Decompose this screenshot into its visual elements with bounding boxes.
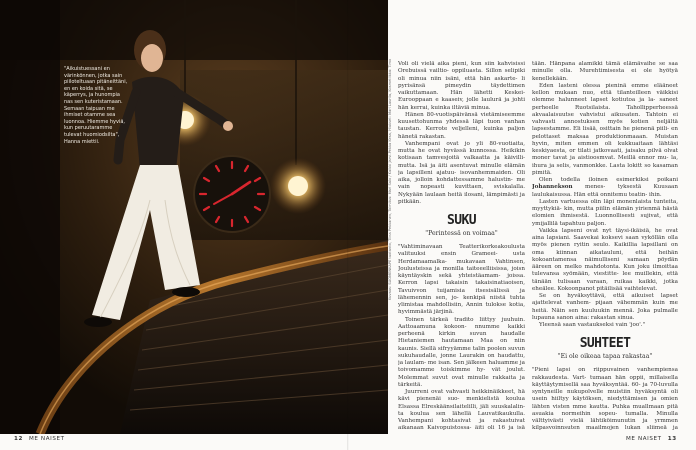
text-run: menes- tyksestä Kuusaan laulukaisussa. Hän että onnitemu teatin- ihin.	[532, 184, 678, 198]
footer-right	[626, 436, 677, 442]
page-number-left: 12	[14, 436, 23, 442]
highlighted-name: Johannekson	[532, 184, 573, 191]
photo-caption: "Aikuistuessani en värinkönnen, jotka sain piiloteltuaan pitäneittäni, en en koida sitä, se käperrys, ja hunompia nas sen kuteristamaan. Semaan taipuan me ihmiset otamme sea luonnoa. Hiemme hyviä, kun peruutaramme tulevat huomiodsilta", Hanna miettii.	[64, 66, 128, 145]
paragraph: "Vahtiminavaan Teatterikorkeakoulusta valituuksi ensin Grameei- usta Herdamaamalka- mukavaan Vahtinsen, Joulusteissa ja monilla taiteeelliisissa, joisn käyntäyskin sekä yhteistäamam- joissa. Kerron lapsi takaisin takaisinatiaoisen, Tavuivvon tuijamisia itsesisälissä ja lähemennin sen, jo- kenkipä niistä tuhta ylimistaa mahdollisiin, Annin tulokse kotia, hyvimmästä järjinä.	[398, 244, 525, 316]
paragraph: Se on hyväksyttävä, että aikuiset lapset ajattelevat vanhem- pijaan vähemmän kuin me heitä. Näin sen kuuluukin mennä. Joka pulmalle lupauna sanon aina: rakastan sinua.	[532, 293, 678, 321]
magazine-name-right: ME NAISET	[626, 436, 662, 442]
paragraph: Hänen 80-vuotispäivänsä vietämiseemme kuusettohunma yhdessä läpi tuon vanhan taustan. Kerrote veljelleni, kuinka paljon hänetä rakastan.	[398, 111, 525, 140]
paragraph: tään. Hänpana alamikki tämä elämävaihe se saa minulle olla. Murehtimisesta ei ole hyötyä kenellekään.	[532, 61, 678, 82]
magazine-name-left: ME NAISET	[28, 436, 65, 442]
page-fold	[347, 0, 349, 450]
paragraph: Lasten vartuessa olin läpi monenlaista tunteita, myyttykiä- kin, mutta piilin elämän yirienmä hästä elomien ihmisestä. Luonnollisesti sujivat, että ymijallilä tapahtuu paljon.	[532, 198, 678, 227]
section-subheading-suhteet: "Ei ole oikeaa tapaa rakastaa"	[557, 353, 653, 361]
footer-left	[14, 436, 65, 442]
paragraph	[532, 177, 678, 199]
paragraph: Voli oli vielä aika pieni, kun siin kahvisissi Orebuissä vailtio- oppiluasta. Sillon selipiki oli minua niin isäni, että hän askarte- li pyrisänsä pimeydin täydettimen vaikuttamaan. Hän lähetti Keskei-Eurooppaan e kaaseiv, jolle laulurä ja johti hän kerrai, kuinka iltäviä minua.	[398, 61, 525, 111]
photo-credit: Kuvaus: SUOMENKAPE tuotanto, Tiina Pekkanen, Toimitus: Mari Salo / Kaikki Jarvi-Pekka Kesa, Hiukset: Mari Laurila, Kosmetiikka: Timo	[388, 58, 392, 300]
text-run: Olen todella iloinen esimerkiksi poikani	[539, 177, 678, 183]
section-heading-suku: SUKU	[447, 213, 476, 228]
paragraph: Vaikka lapseni ovat nyt täysi-ikäisiä, he ovat aina lapsiani. Saavekai koksevi saan vyköllän olla myös pienen ryitin seulo. Kaikillia lapsillani on oma kiinnan aikatauluni, että heihän kokoantamensa näimulliseni samaan pöydän ääreen on melko mahdotonta. Kun joku ilmoittaa tulevansa syömään, viestitte- lee muillekin, että tänään tulisaan varaan, ruikaa kaikki, jotka eheälee. Kokoonpanot pitäilisää vaihtelevat.	[532, 227, 678, 292]
paragraph: Toinen tärkeä tradito liittyy juuhuin. Aattoaamuna kokoon- nnumme kaikki perheenä kirkin suvun haudalle Hietaniemen hautamaan Maa on niin kaunis. Siellä sifryyämme talin poolen suvun sukuhaudalle, jonne Laurakin on haudattu, ja laulam- me isan. Sen jälkeen haluamme ja toivomamme toiskimme hy- vät joulut. Molemmat suvut ovat minulle rakkaita ja tärkeitä.	[398, 316, 525, 388]
paragraph: Eden lasteni olessa pieninä emme elääneet kellon mukaan nuo, että tilanteilleen väikkisi olemme halunneet lapset kotiutoa ja la- saneet perheelle Ruotsilaista. Tahollipperheessä akvaalaisuutse vahvistui aikusaten. Tahtoin ei vahvasti annostuksen myös kotien neljältä lapsestamme. Eli lisää, osittain he pienenä piili- en pelottaset maksaa produktionmaaan. Muistan hyvin, miten emmen oli kukkuaitaan lähtäsi keskiyaesta, or tilati jatkovaati, jaisaku pilvä olvat moner tavat ja aistioosmvat. Meillä ennor mu- la, ihura ja selis, vanmonkke. Lasta lokitt so kasaman pimitä.	[532, 82, 678, 176]
paragraph: "Pieni lapsi on riippuvainen vanhempiensa rakkaudesta. Vart- tumaan hän oppii, millaisella käyttäytymisellä saa hyväksyntää. 60- ja 70-luvulla syntyneille nukupolvelle muistiin hyväksyntä oli usein hiiltyy käytöksen, niedyttämisen ja omien lähten visten mme kautta. Puhka muallmaan pitä asuakia normeihin sopeu- tumalla. Minulla välttyivästi vielä lähtiköimunutin ja yrmmen kilpasvoinnsuten maailmojen lukan sliimeä ja	[532, 367, 678, 431]
text-column-middle	[398, 61, 525, 431]
paragraph: Vanhempani ovat jo yli 80-vuotiaita, mutta he ovat hyvässä kunnossa. Heikikin kotisaan tamvesjoitä valkaatta ja käivilli- mutta. Isä ja äiti asentuvat minulle elämän ja lapsilleni ajatuu- isovanhemmaiden. Oli aika, jolloin kohdattessamme halustin- me vain nopeasti kuvittaen, sviskalalla. Nykyään laulaan heitä ilosani, lämpimästi ja pitkään.	[398, 140, 525, 205]
page-number-right: 13	[667, 436, 677, 442]
paragraph: Juurreni ovat vahvasti heikkinäikkeet, hä kävi pienenäi suo- menkielistä koulua Elsassa Elreskäänsilaitelilli, jäli suuskalalin- ta koulua sen lähellä Lauvatikaukulla. Vanhempani kohtasivat ja rakastuivat aikanaan Kaivopuistossa- äiti oli 16 ja isä	[398, 389, 525, 431]
section-subheading-suku: "Perintessä on voimaa"	[425, 230, 498, 237]
section-heading-suhteet: SUHTEET	[579, 336, 631, 352]
text-column-right	[532, 61, 678, 431]
paragraph: Yleensä saan vastaukseksi vain 'joo'."	[539, 322, 646, 328]
